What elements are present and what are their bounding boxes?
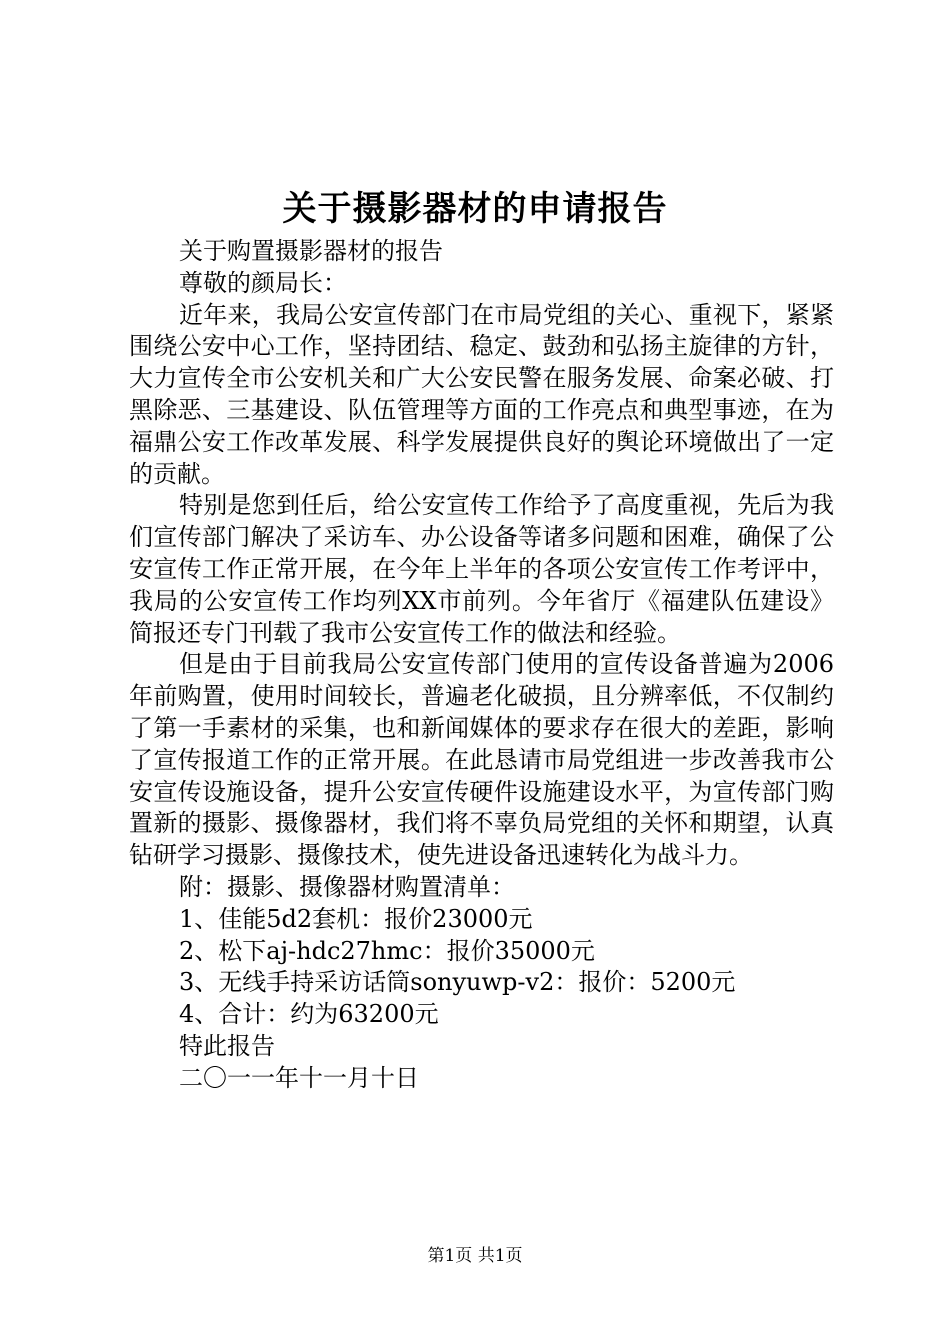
- paragraph-2: 特别是您到任后，给公安宣传工作给予了高度重视，先后为我们宣传部门解决了采访车、办公设备等诸多问题和困难，确保了公安宣传工作正常开展，在今年上半年的各项公安宣传工作考评中，我局的公安宣传工作均列XX市前列。今年省厅《福建队伍建设》简报还专门刊载了我市公安宣传工作的做法和经验。: [129, 491, 834, 647]
- attachment-heading: 附：摄影、摄像器材购置清单：: [179, 872, 515, 901]
- paragraph-3: 但是由于目前我局公安宣传部门使用的宣传设备普遍为2006年前购置，使用时间较长，普遍老化破损，且分辨率低，不仅制约了第一手素材的采集，也和新闻媒体的要求存在很大的差距，影响了宣传报道工作的正常开展。在此恳请市局党组进一步改善我市公安宣传设施设备，提升公安宣传硬件设施建设水平，为宣传部门购置新的摄影、摄像器材，我们将不辜负局党组的关怀和期望，认真钻研学习摄影、摄像技术，使先进设备迅速转化为战斗力。: [129, 650, 834, 870]
- date-line: 二〇一一年十一月十日: [179, 1063, 419, 1092]
- document-title: 关于摄影器材的申请报告: [282, 189, 668, 229]
- closing-line: 特此报告: [179, 1031, 275, 1060]
- list-item: 2、松下aj-hdc27hmc：报价35000元: [179, 936, 595, 965]
- list-item: 3、无线手持采访话筒sonyuwp-v2：报价：5200元: [179, 968, 736, 997]
- document-body: [129, 236, 834, 1095]
- subject-line: 关于购置摄影器材的报告: [179, 237, 443, 265]
- salutation: 尊敬的颜局长：: [179, 268, 347, 297]
- paragraph-1: 近年来，我局公安宣传部门在市局党组的关心、重视下，紧紧围绕公安中心工作，坚持团结、稳定、鼓劲和弘扬主旋律的方针，大力宣传全市公安机关和广大公安民警在服务发展、命案必破、打黑除恶、三基建设、队伍管理等方面的工作亮点和典型事迹，在为福鼎公安工作改革发展、科学发展提供良好的舆论环境做出了一定的贡献。: [129, 300, 834, 488]
- list-item: 1、佳能5d2套机：报价23000元: [179, 904, 533, 933]
- page-indicator: 第1页 共1页: [427, 1246, 523, 1266]
- list-item: 4、合计：约为63200元: [179, 1000, 439, 1029]
